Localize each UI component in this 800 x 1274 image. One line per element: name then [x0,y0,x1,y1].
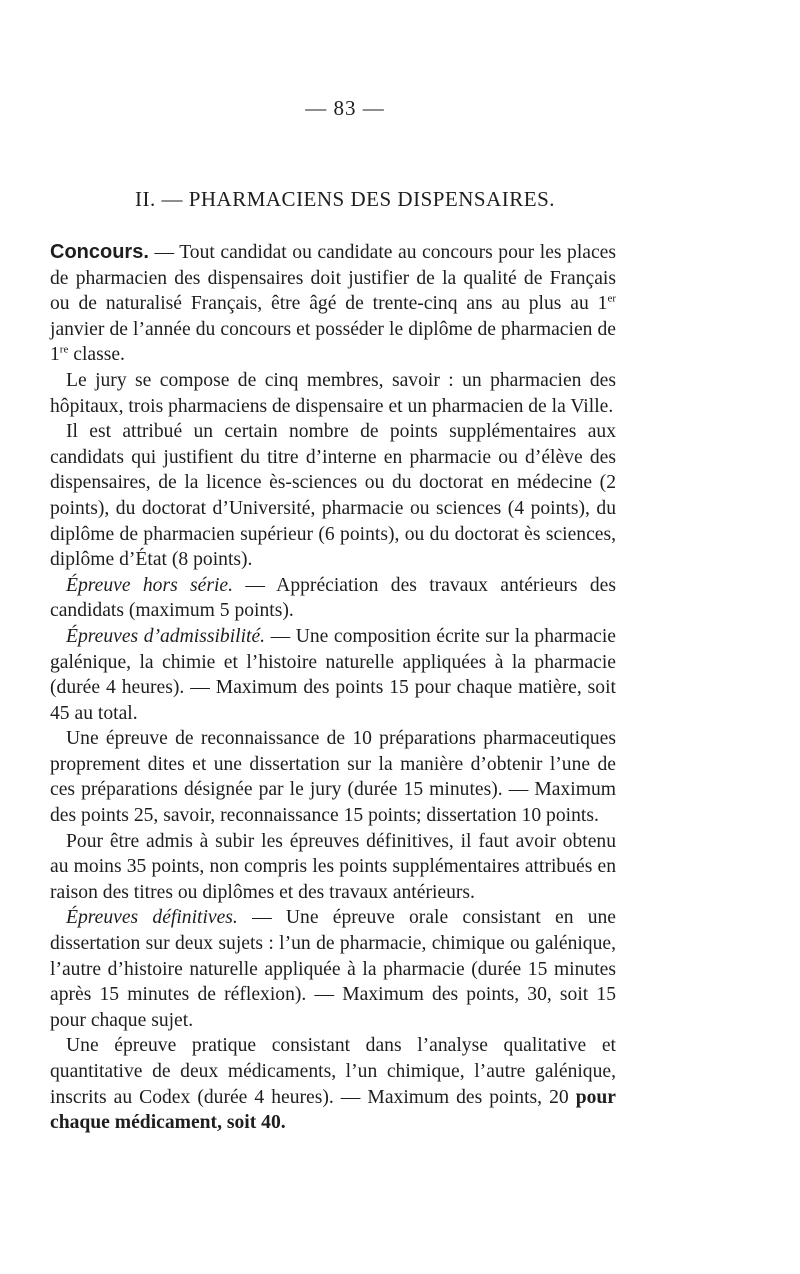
concours-text-3: classe. [68,344,125,366]
definitives-text: — Une épreuve orale consistant en une dissertation sur deux sujets : l’un de pharmacie, chimique ou galénique, l’autre d’histoire naturelle appliquée à la pharmacie (durée 15 minutes après 15 minutes de réflexion). — Maximum des points, 30, soit 15 pour chaque sujet. [50,907,617,1031]
superscript-er: er [607,292,616,305]
paragraph-admissibilite [50,624,616,726]
paragraph-definitives [50,905,616,1033]
paragraph-pratique [50,1033,616,1135]
paragraph-concours [50,240,616,368]
admissibilite-heading: Épreuves d’admissibilité. [66,625,266,647]
hors-serie-heading: Épreuve hors série. [66,574,234,596]
body-text [50,240,616,1136]
paragraph-admis: Pour être admis à subir les épreuves définitives, il faut avoir obtenu au moins 35 points, non compris les points supplémentaires attribués en raison des titres ou diplômes et des travaux antérieurs. [50,830,616,903]
concours-text-1: — Tout candidat ou candidate au concours pour les places de pharmacien des dispensaires doit justifier de la qualité de Français ou de naturalisé Français, être âgé de trente-cinq ans au plus au 1 [50,242,616,315]
superscript-re: re [59,343,69,356]
paragraph-hors-serie [50,573,616,624]
hors-serie-text: — Appréciation des travaux antérieurs des candidats (maximum 5 points). [50,574,616,622]
paragraph-jury: Le jury se compose de cinq membres, savoir : un pharmacien des hôpitaux, trois pharmaciens de dispensaire et un pharmacien de la Ville. [50,369,616,417]
concours-text-2: janvier de l’année du concours et posséder le diplôme de pharmacien de 1 [50,318,616,366]
paragraph-reconnaissance: Une épreuve de reconnaissance de 10 préparations pharmaceutiques proprement dites et une dissertation sur la manière d’obtenir l’une de ces préparations désignée par le jury (durée 15 minutes). — Maximum des points 25, savoir, reconnaissance 15 points; dissertation 10 points. [50,728,616,827]
page-number: — 83 — [305,96,385,120]
concours-heading: Concours. [50,241,149,263]
paragraph-points: Il est attribué un certain nombre de points supplémentaires aux candidats qui justifient du titre d’interne en pharmacie ou d’élève des dispensaires, de la licence ès-sciences ou du doctorat en médecine (2 points), du doctorat d’Université, pharmacie ou sciences (4 points), du diplôme de pharmacien supérieur (6 points), ou du doctorat ès sciences, diplôme d’État (8 points). [50,421,616,571]
pratique-tail: pour chaque médicament, soit 40. [50,1086,616,1134]
admissibilite-text: — Une composition écrite sur la pharmacie galénique, la chimie et l’histoire naturelle appliquées à la pharmacie (durée 4 heures). — Maximum des points 15 pour chaque matière, soit 45 au total. [50,625,616,724]
pratique-text: Une épreuve pratique consistant dans l’analyse qualitative et quantitative de deux médicaments, l’un chimique, l’autre galénique, inscrits au Codex (durée 4 heures). — Maximum des points, 20 [50,1035,616,1108]
section-title: II. — PHARMACIENS DES DISPENSAIRES. [134,187,556,211]
definitives-heading: Épreuves définitives. [66,907,238,929]
